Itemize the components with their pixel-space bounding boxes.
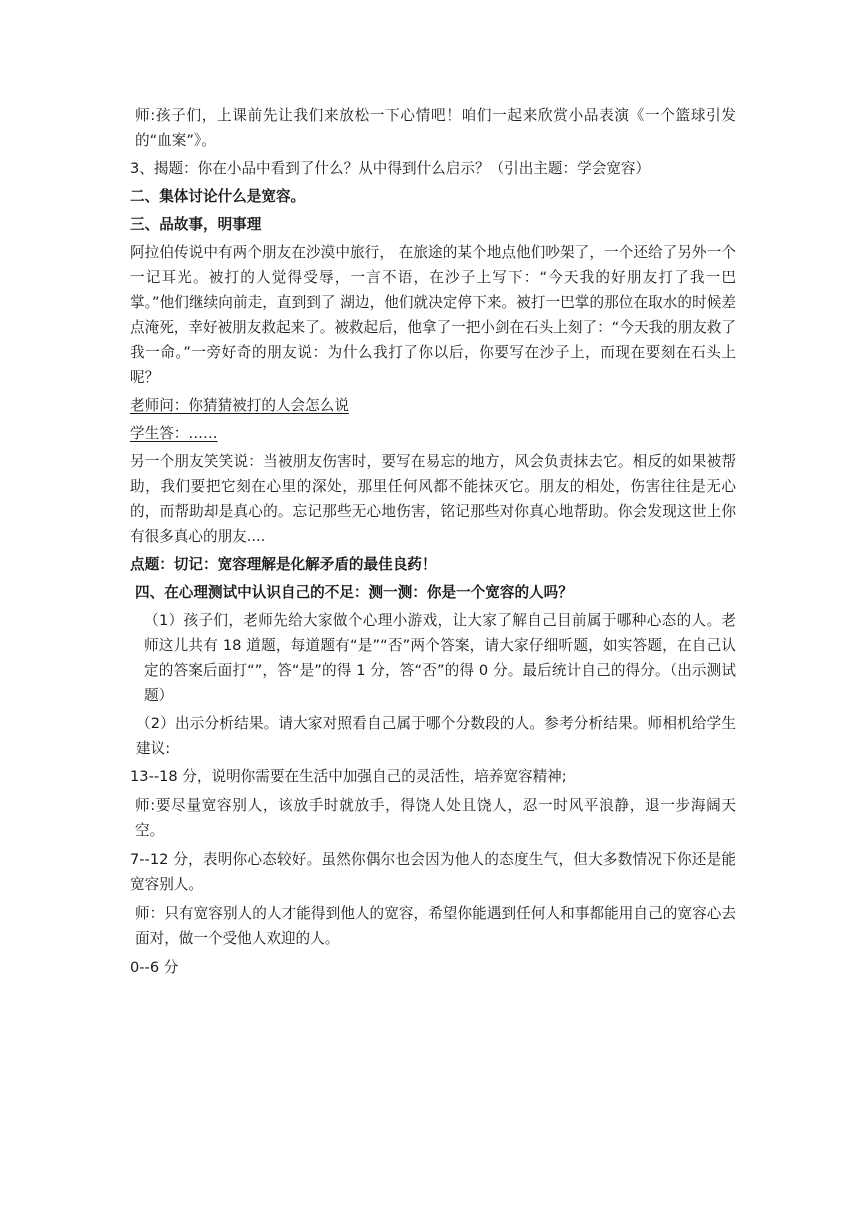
- paragraph-student-answer: 学生答：……: [130, 425, 218, 442]
- document-body: [130, 103, 736, 980]
- paragraph-story-ending: 另一个朋友笑笑说：当被朋友伤害时，要写在易忘的地方，风会负责抹去它。相反的如果被帮助，我们要把它刻在心里的深处，那里任何风都不能抹灭它。朋友的相处，伤害往往是无心的，而帮助却是真心的。忘记那些无心地伤害，铭记那些对你真心地帮助。你会发现这世上你有很多真心的朋友....: [130, 453, 736, 545]
- paragraph-teacher-advice-1: 师:要尽量宽容别人，该放手时就放手，得饶人处且饶人，忍一时风平浪静，退一步海阔天空。: [135, 797, 736, 839]
- heading-section-2: 二、集体讨论什么是宽容。: [130, 188, 306, 205]
- paragraph-score-13-18: 13--18 分，说明你需要在生活中加强自己的灵活性，培养宽容精神;: [130, 768, 567, 785]
- paragraph-analysis: （2）出示分析结果。请大家对照看自己属于哪个分数段的人。参考分析结果。师相机给学生建议:: [136, 715, 736, 757]
- paragraph-teacher-question: 老师问：你猜猜被打的人会怎么说: [130, 397, 349, 414]
- paragraph-intro: 师:孩子们，上课前先让我们来放松一下心情吧！咱们一起来欣赏小品表演《一个篮球引发的“血案”》。: [135, 107, 736, 149]
- paragraph-score-7-12: 7--12 分，表明你心态较好。虽然你偶尔也会因为他人的态度生气，但大多数情况下你还是能宽容别人。: [130, 851, 736, 893]
- paragraph-score-0-6: 0--6 分: [130, 959, 179, 976]
- heading-section-4: 四、在心理测试中认识自己的不足：测一测：你是一个宽容的人吗？: [135, 584, 573, 601]
- heading-section-3: 三、品故事，明事理: [130, 216, 262, 233]
- paragraph-story: 阿拉伯传说中有两个朋友在沙漠中旅行， 在旅途的某个地点他们吵架了，一个还给了另外一个一记耳光。被打的人觉得受辱，一言不语，在沙子上写下：“今天我的好朋友打了我一巴掌。”他们继续向前走，直到到了 湖边，他们就决定停下来。被打一巴掌的那位在取水的时候差点淹死，幸好被朋友救起来了。被救起后，他拿了一把小剑在石头上刻了：“今天我的朋友救了我一命。”一旁好奇的朋友说：为什么我打了你以后，你要写在沙子上，而现在要刻在石头上呢？: [130, 244, 736, 386]
- paragraph-quiz-intro: （1）孩子们，老师先给大家做个心理小游戏，让大家了解自己目前属于哪种心态的人。老师这儿共有 18 道题，每道题有“是”“否”两个答案，请大家仔细听题，如实答题，在自己认定的答案后面打“”，答“是”的得 1 分，答“否”的得 0 分。最后统计自己的得分。（出示测试题）: [144, 612, 736, 704]
- paragraph-key-point: 点题：切记：宽容理解是化解矛盾的最佳良药！: [130, 556, 437, 573]
- paragraph-teacher-advice-2: 师：只有宽容别人的人才能得到他人的宽容，希望你能遇到任何人和事都能用自己的宽容心去面对，做一个受他人欢迎的人。: [135, 905, 736, 947]
- paragraph-reveal-topic: 3、揭题：你在小品中看到了什么？从中得到什么启示？（引出主题：学会宽容）: [130, 160, 651, 177]
